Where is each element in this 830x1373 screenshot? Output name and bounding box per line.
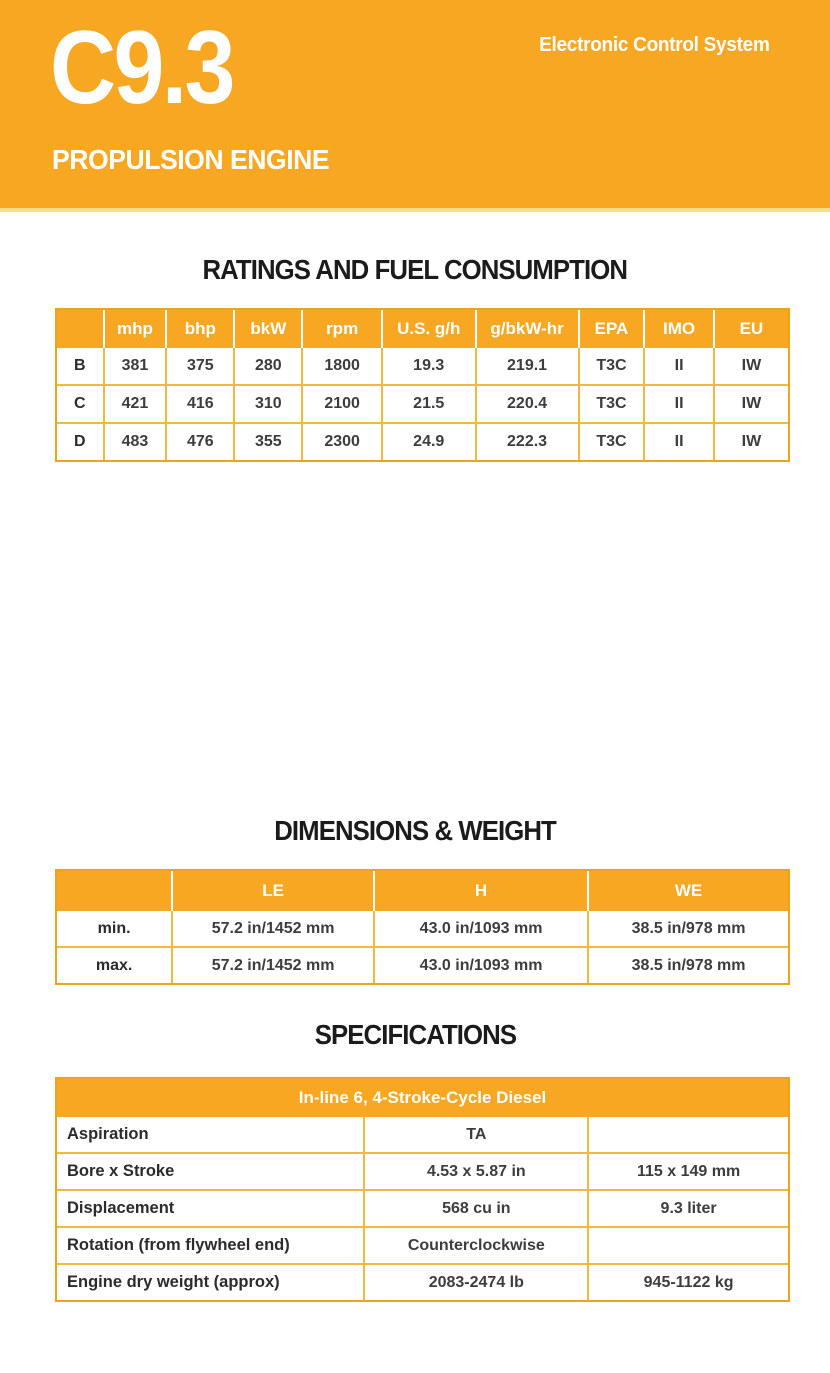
dimensions-header-row <box>57 871 788 911</box>
spec-value-primary: 2083-2474 lb <box>365 1265 589 1300</box>
cell-rpm: 1800 <box>303 348 383 386</box>
spec-label: Bore x Stroke <box>57 1154 365 1191</box>
spec-row-rotation <box>57 1228 788 1265</box>
section-title-ratings <box>0 254 830 286</box>
cell-us-gh: 19.3 <box>383 348 477 386</box>
row-label: D <box>57 424 105 460</box>
dimensions-table <box>55 869 790 985</box>
spec-value-metric <box>589 1228 788 1265</box>
cell-mhp: 421 <box>105 386 168 424</box>
spec-label: Displacement <box>57 1191 365 1228</box>
specifications-header-engine-type: In-line 6, 4-Stroke-Cycle Diesel <box>57 1079 788 1117</box>
spec-row-bore-stroke <box>57 1154 788 1191</box>
spec-value-metric: 945-1122 kg <box>643 1273 734 1291</box>
specifications-table <box>55 1077 790 1302</box>
cell-gbkwhr: 222.3 <box>477 424 580 460</box>
cell-eu: IW <box>715 348 788 386</box>
dimensions-header-we: WE <box>589 871 788 911</box>
dimensions-row-max <box>57 948 788 983</box>
cell-epa: T3C <box>580 348 646 386</box>
dimensions-row-min <box>57 911 788 948</box>
electronic-control-system-label: Electronic Control System <box>539 34 770 56</box>
spec-value-primary: Counterclockwise <box>365 1228 589 1265</box>
spec-value-primary: 4.53 x 5.87 in <box>365 1154 589 1191</box>
cell-bkw: 355 <box>235 424 303 460</box>
cell-rpm: 2300 <box>303 424 383 460</box>
ratings-header-row <box>57 310 788 348</box>
section-title-dimensions-text: DIMENSIONS & WEIGHT <box>274 815 556 846</box>
engine-subtitle: PROPULSION ENGINE <box>52 144 330 175</box>
header-banner <box>0 0 830 212</box>
cell-mhp: 381 <box>105 348 168 386</box>
cell-bhp: 375 <box>167 348 235 386</box>
dimensions-header-le: LE <box>173 871 375 911</box>
cell-we: 38.5 in/978 mm <box>589 911 788 948</box>
cell-gbkwhr: 220.4 <box>477 386 580 424</box>
section-title-specifications <box>0 1019 830 1051</box>
spec-value-metric: 115 x 149 mm <box>589 1154 788 1191</box>
cell-mhp: 483 <box>105 424 168 460</box>
spec-row-aspiration <box>57 1117 788 1154</box>
cell-bhp: 416 <box>167 386 235 424</box>
cell-le: 57.2 in/1452 mm <box>173 948 375 983</box>
cell-le: 57.2 in/1452 mm <box>173 911 375 948</box>
dimensions-header-h: H <box>375 871 589 911</box>
ratings-header-mhp: mhp <box>105 310 168 348</box>
row-label: min. <box>57 911 173 948</box>
cell-h: 43.0 in/1093 mm <box>375 911 589 948</box>
spec-value-primary: TA <box>365 1117 589 1154</box>
dimensions-header-corner <box>57 871 173 911</box>
cell-eu: IW <box>715 386 788 424</box>
spec-row-displacement <box>57 1191 788 1228</box>
section-title-dimensions <box>0 815 830 847</box>
row-label: B <box>57 348 105 386</box>
ratings-header-epa: EPA <box>580 310 646 348</box>
spec-label: Aspiration <box>57 1117 365 1154</box>
row-label: C <box>57 386 105 424</box>
cell-epa: T3C <box>580 386 646 424</box>
specifications-header-row <box>57 1079 788 1117</box>
cell-bkw: 280 <box>235 348 303 386</box>
cell-bhp: 476 <box>167 424 235 460</box>
spec-value-primary: 568 cu in <box>365 1191 589 1228</box>
ratings-header-us-gh: U.S. g/h <box>383 310 477 348</box>
spec-label: Rotation (from flywheel end) <box>57 1228 365 1265</box>
cell-rpm: 2100 <box>303 386 383 424</box>
cell-gbkwhr: 219.1 <box>477 348 580 386</box>
ratings-row-d <box>57 424 788 460</box>
ratings-table <box>55 308 790 462</box>
ratings-row-b <box>57 348 788 386</box>
cell-imo: II <box>645 386 714 424</box>
cell-we: 38.5 in/978 mm <box>631 956 746 974</box>
cell-h: 43.0 in/1093 mm <box>375 948 589 983</box>
section-title-specifications-text: SPECIFICATIONS <box>314 1019 516 1050</box>
cell-epa: T3C <box>580 424 646 460</box>
ratings-header-bkw: bkW <box>235 310 303 348</box>
ratings-row-c <box>57 386 788 424</box>
row-label: max. <box>57 948 173 983</box>
ratings-header-rpm: rpm <box>303 310 383 348</box>
cell-bkw: 310 <box>235 386 303 424</box>
ratings-header-eu: EU <box>715 310 788 348</box>
cell-us-gh: 24.9 <box>383 424 477 460</box>
cell-imo: II <box>645 348 714 386</box>
spec-row-dry-weight <box>57 1265 788 1300</box>
spec-label: Engine dry weight (approx) <box>57 1265 365 1300</box>
spec-value-metric <box>589 1117 788 1154</box>
ratings-header-corner <box>57 310 105 348</box>
spec-value-metric: 9.3 liter <box>589 1191 788 1228</box>
ratings-header-gbkwhr: g/bkW-hr <box>477 310 580 348</box>
ratings-header-bhp: bhp <box>167 310 235 348</box>
cell-us-gh: 21.5 <box>383 386 477 424</box>
cell-eu: IW <box>741 433 762 450</box>
ratings-header-imo: IMO <box>645 310 714 348</box>
section-title-ratings-text: RATINGS AND FUEL CONSUMPTION <box>202 254 628 285</box>
cell-imo: II <box>645 424 714 460</box>
engine-model-title: C9.3 <box>50 10 233 126</box>
